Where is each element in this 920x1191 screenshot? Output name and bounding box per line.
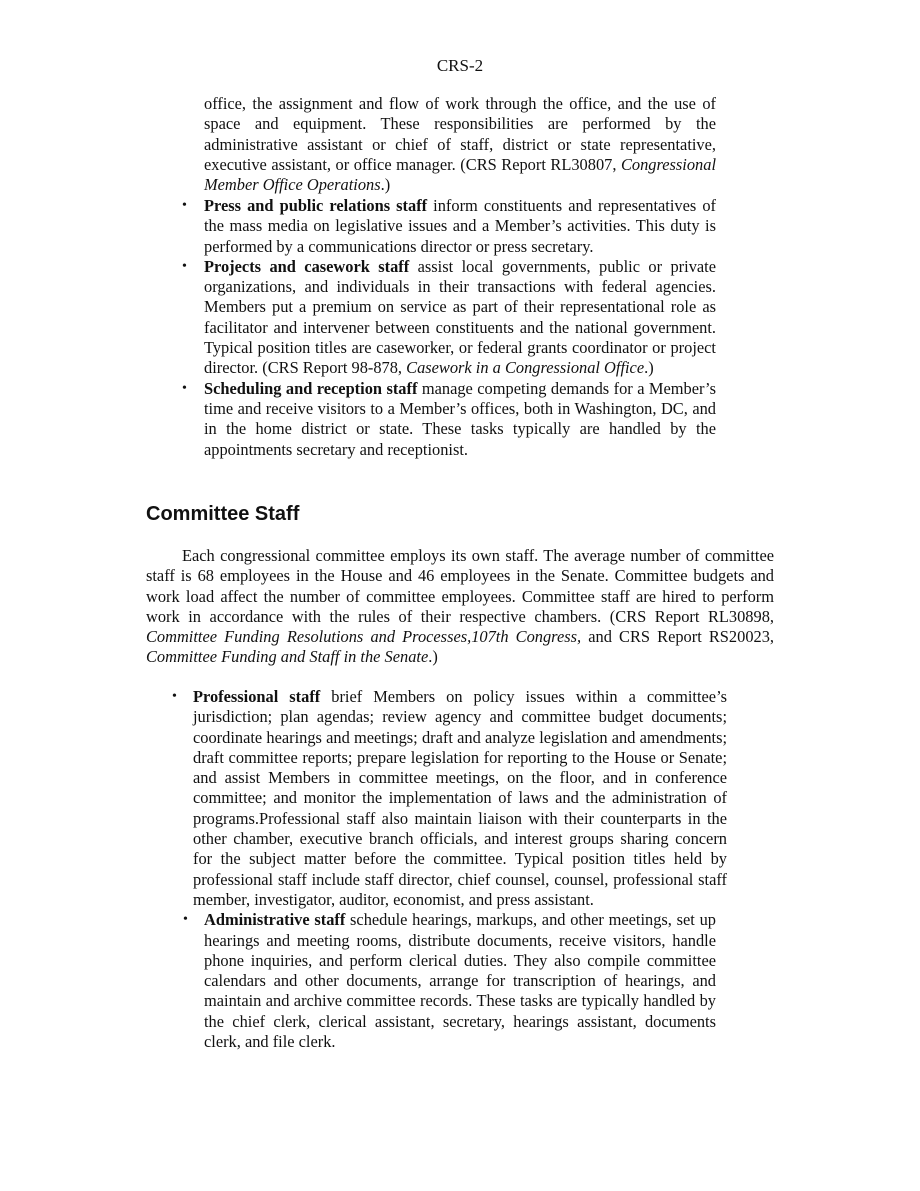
committee-paragraph <box>146 546 774 668</box>
closing-punct: .) <box>380 175 391 195</box>
bullet-icon: • <box>172 689 177 704</box>
report-title: Congressional Member Office Operations <box>204 154 716 195</box>
item-text: inform constituents and representatives of the mass media on legislative issues and a Member’s activities. This duty is performed by a communications director or press secretary. <box>204 196 716 256</box>
report-title: Casework in a Congressional Office <box>406 358 645 378</box>
bullet-icon: • <box>182 258 187 274</box>
item-term: Scheduling and reception staff <box>204 378 418 398</box>
list-item-press-staff <box>182 196 716 257</box>
report-title-2: Committee Funding and Staff in the Senate <box>146 647 429 667</box>
list-item-casework-staff <box>182 257 716 379</box>
item-text: assist local governments, public or private organizations, and individuals in their transactions with federal agencies. Members put a premium on service as part of their representational role as facilitator and intervener between constituents and the national government. Typical position titles are caseworker, or federal grants coordinator or project director. (CRS Report 98-878, <box>204 256 716 378</box>
paragraph-text: Each congressional committee employs its own staff. The average number of committee staff is 68 employees in the House and 46 employees in the Senate. Committee budgets and work load affect the number of committee employees. Committee staff are hired to perform work in accordance with the rules of their respective chambers. (CRS Report RL30898, <box>146 546 774 626</box>
item-text: manage competing demands for a Member’s time and receive visitors to a Member’s offices, both in Washington, DC, and in the home district or state. These tasks typically are handled by the appointments secretary and receptionist. <box>204 378 716 459</box>
closing-punct: .) <box>644 358 654 378</box>
personal-staff-list <box>182 196 716 460</box>
report-title-1: Committee Funding Resolutions and Processes,107th Congress, <box>146 627 582 647</box>
item-term: Administrative staff <box>204 910 346 930</box>
continued-paragraph <box>204 94 716 195</box>
bullet-icon: • <box>183 912 188 928</box>
item-term: Professional staff <box>193 687 321 706</box>
committee-staff-list <box>172 687 727 1052</box>
list-item-professional-staff <box>172 687 727 910</box>
item-text: brief Members on policy issues within a committee’s jurisdiction; plan agendas; review agency and committee budget documents; coordinate hearings and meetings; draft and analyze legislation and amendments; draft committee reports; prepare legislation for reporting to the House or Senate; and assist Members in committee meetings, on the floor, and in conference committee; and monitor the implementation of laws and the administration of programs.Professional staff also maintain liaison with their counterparts in the other chamber, executive branch officials, and interest groups sharing concern for the subject matter before the committee. Typical position titles held by professional staff include staff director, chief counsel, counsel, professional staff member, investigator, auditor, economist, and press assistant. <box>193 687 728 909</box>
item-term: Projects and casework staff <box>204 256 410 276</box>
list-item-scheduling-staff <box>182 379 716 460</box>
closing-punct: .) <box>428 647 438 667</box>
item-text: schedule hearings, markups, and other meetings, set up hearings and meeting rooms, distribute documents, receive visitors, handle phone inquiries, and perform clerical duties. They also compile committee calendars and other documents, arrange for transcription of hearings, and maintain and archive committee records. These tasks are typically handled by the chief clerk, clerical assistant, secretary, hearings assistant, documents clerk, and file clerk. <box>204 910 716 1052</box>
continued-text: office, the assignment and flow of work through the office, and the use of space and equipment. These responsibilities are performed by the administrative assistant or chief of staff, district or state representative, executive assistant, or office manager. (CRS Report RL30807, <box>204 94 716 174</box>
section-heading: Committee Staff <box>146 503 300 525</box>
bullet-icon: • <box>182 380 187 396</box>
page-header: CRS-2 <box>436 56 484 75</box>
bullet-icon: • <box>182 198 187 213</box>
paragraph-mid: and CRS Report RS20023, <box>581 627 775 647</box>
list-item-administrative-staff <box>172 910 716 1052</box>
item-term: Press and public relations staff <box>204 196 428 215</box>
